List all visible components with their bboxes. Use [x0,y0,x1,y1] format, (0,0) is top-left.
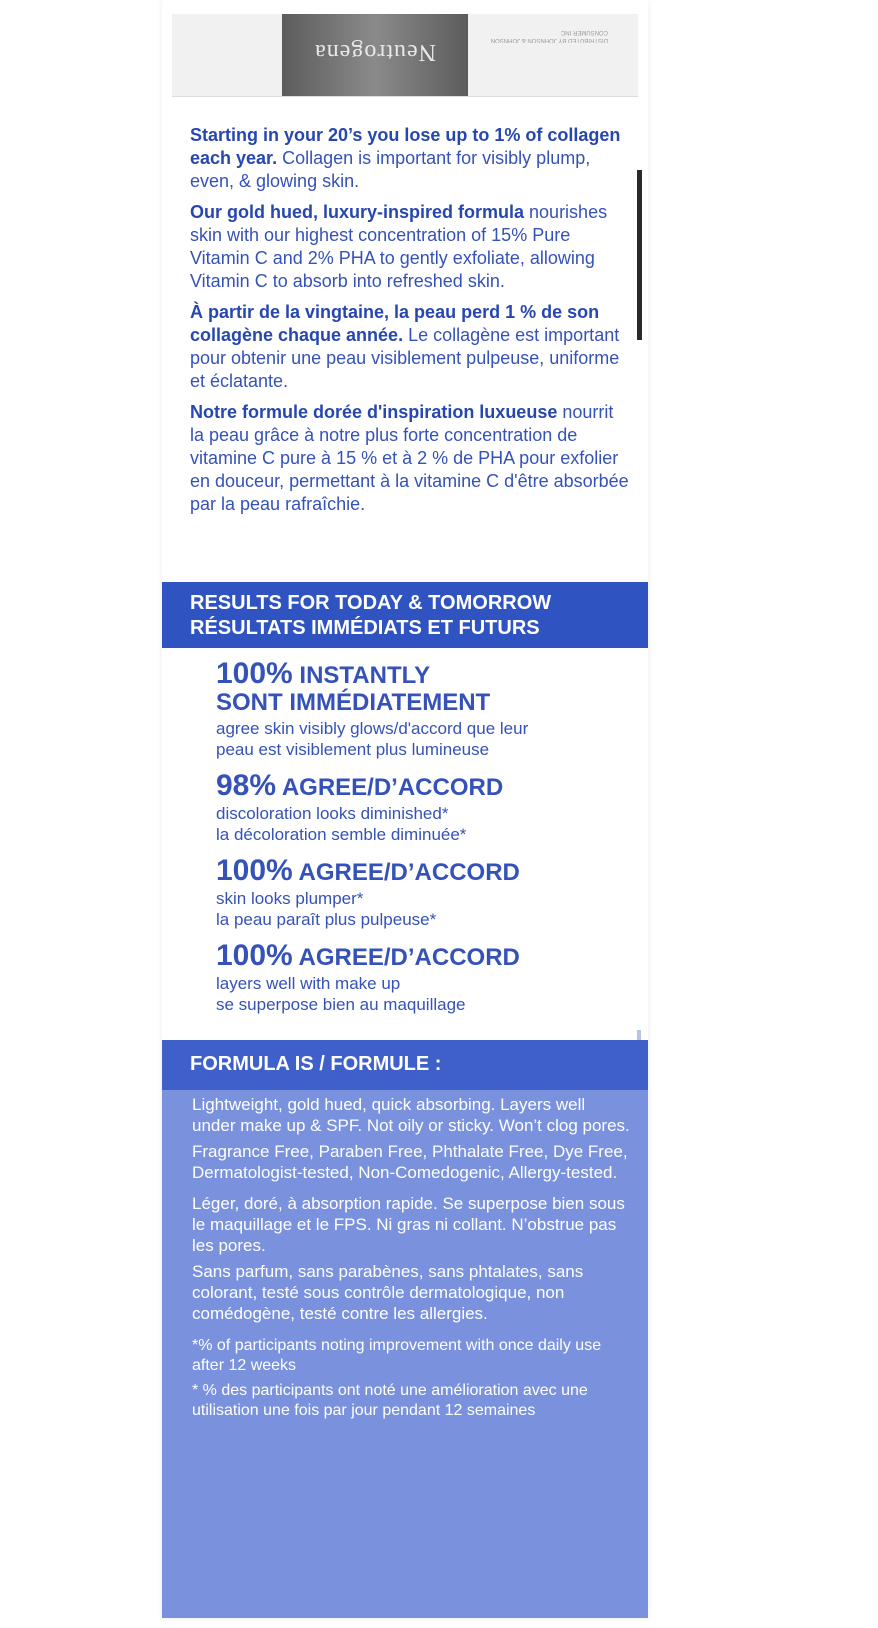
flap-fine-print: DISTRIBUTED BY JOHNSON & JOHNSON CONSUMER INC [490,29,608,43]
formula-heading: FORMULA IS / FORMULE : [190,1053,442,1075]
stat-desc-fr: se superpose bien au maquillage [216,995,466,1014]
intro-paragraph-3 [190,301,630,393]
stat-desc-en: agree skin visibly glows/d'accord que leur [216,719,529,738]
intro-copy [190,124,630,524]
stat-description [216,718,626,760]
formula-copy [192,1094,632,1426]
results-heading-fr: RÉSULTATS IMMÉDIATS ET FUTURS [190,617,540,639]
stat-claim-fr: SONT IMMÉDIATEMENT [216,689,491,716]
stat-item [216,769,626,845]
intro-p3-bold: À partir de la vingtaine, la peau perd 1 % de son collagène chaque année. [190,302,600,345]
footnote-en: *% of participants noting improvement with once daily use after 12 weeks [192,1337,602,1374]
results-list [216,657,626,1027]
formula-en-2: Fragrance Free, Paraben Free, Phthalate Free, Dye Free, Dermatologist-tested, Non-Comedogenic, Allergy-tested. [192,1142,628,1182]
stat-item [216,939,626,1015]
intro-p3-rest: Le collagène est important pour obtenir une peau visiblement pulpeuse, uniforme et éclatante. [190,325,620,391]
intro-p4-rest: nourrit la peau grâce à notre plus forte concentration de vitamine C pure à 15 % et à 2 % de PHA pour exfolier en douceur, permettant à la vitamine C d'être absorbée par la peau rafraîchie. [190,402,629,514]
intro-p4-bold: Notre formule dorée d'inspiration luxueuse [190,402,558,422]
stat-desc-en: layers well with make up [216,974,401,993]
stat-desc-fr: la décoloration semble diminuée* [216,825,467,844]
stat-claim: AGREE/D’ACCORD [298,859,520,886]
stat-percent: 100% [216,657,293,690]
intro-paragraph-1 [190,124,630,193]
stat-percent: 98% [216,769,277,802]
intro-paragraph-4 [190,401,630,516]
formula-fr-2: Sans parfum, sans parabènes, sans phtalates, sans colorant, testé sous contrôle dermatologique, non comédogène, testé contre les allergies. [192,1262,584,1323]
stat-desc-fr: peau est visiblement plus lumineuse [216,740,490,759]
formula-en-1: Lightweight, gold hued, quick absorbing. Layers well under make up & SPF. Not oily or sticky. Won’t clog pores. [192,1095,630,1135]
intro-p1-bold: Starting in your 20’s you lose up to 1% of collagen each year. [190,125,621,168]
stat-heading [216,657,626,716]
intro-paragraph-2 [190,201,630,293]
formula-fr-1: Léger, doré, à absorption rapide. Se superpose bien sous le maquillage et le FPS. Ni gras ni collant. N’obstrue pas les pores. [192,1194,625,1255]
intro-p1-rest: Collagen is important for visibly plump, even, & glowing skin. [190,148,591,191]
intro-p2-bold: Our gold hued, luxury-inspired formula [190,202,525,222]
stat-desc-en: discoloration looks diminished* [216,804,449,823]
stat-description [216,888,626,930]
stat-percent: 100% [216,939,293,972]
results-heading-en: RESULTS FOR TODAY & TOMORROW [190,592,552,614]
stat-item [216,854,626,930]
stat-heading [216,769,626,802]
intro-p2-rest: nourishes skin with our highest concentration of 15% Pure Vitamin C and 2% PHA to gently exfoliate, allowing Vitamin C to absorb into refreshed skin. [190,202,608,291]
results-band [162,582,648,648]
stat-claim: AGREE/D’ACCORD [298,944,520,971]
stat-description [216,803,626,845]
footnote-fr: * % des participants ont noté une amélioration avec une utilisation une fois par jour pendant 12 semaines [192,1382,588,1419]
stat-percent: 100% [216,854,293,887]
stat-heading [216,939,626,972]
stat-item [216,657,626,760]
stat-desc-fr: la peau paraît plus pulpeuse* [216,910,437,929]
brand-logo: Neutrogena [314,39,436,65]
stat-heading [216,854,626,887]
edge-mark [637,170,642,340]
stat-description [216,973,626,1015]
formula-band [162,1040,648,1090]
stat-desc-en: skin looks plumper* [216,889,364,908]
stat-claim: AGREE/D’ACCORD [281,774,504,801]
stat-claim: INSTANTLY [299,662,431,689]
